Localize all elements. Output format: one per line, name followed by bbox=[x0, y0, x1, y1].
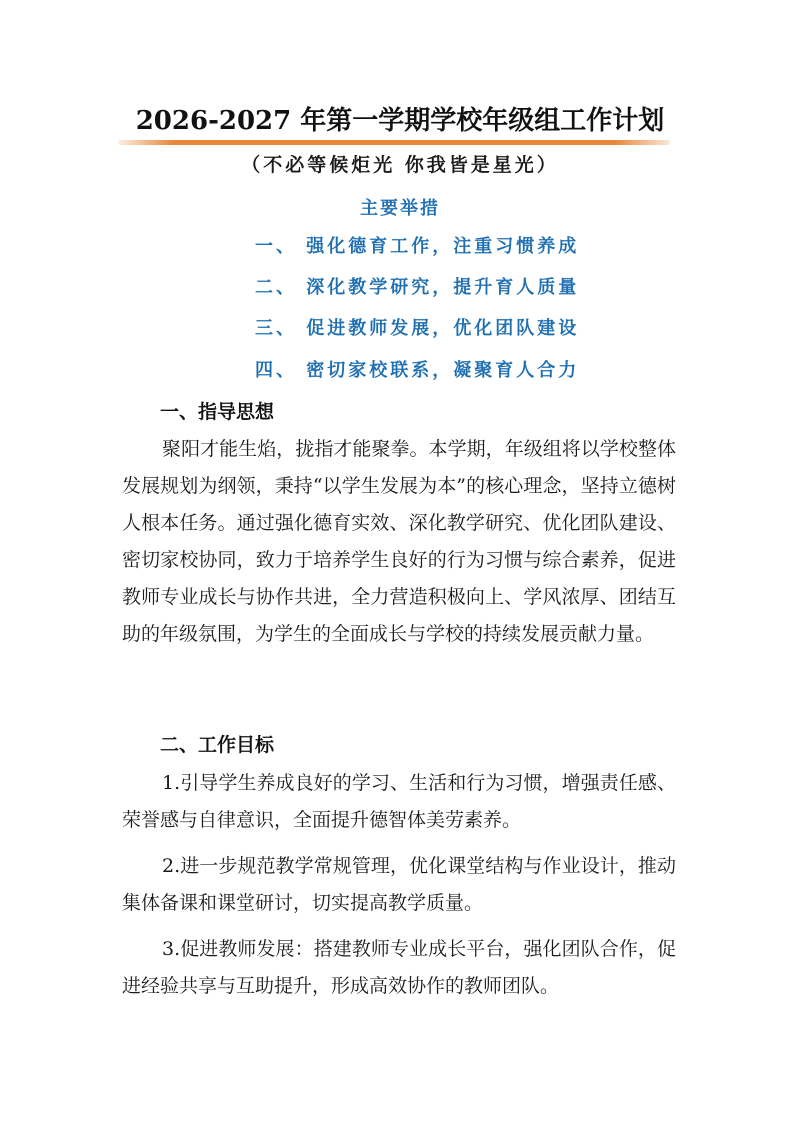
paragraph-text: 聚阳才能生焰，拢指才能聚拳。本学期，年级组将以学校整体发展规划为纲领，秉持“以学生发展为本”的核心理念，坚持立德树人根本任务。通过强化德育实效、深化教学研究、优化团队建设、密切家校协同，致力于培养学生良好的行为习惯与综合素养，促进教师专业成长与协作共进，全力营造积极向上、学风浓厚、团结互助的年级氛围，为学生的全面成长与学校的持续发展贡献力量。 bbox=[122, 438, 676, 645]
measures-heading: 主要举措 bbox=[360, 198, 440, 219]
section-heading-work-goals: 二、工作目标 bbox=[160, 734, 275, 756]
title-underline-decoration bbox=[118, 140, 670, 145]
paragraph-text: 2.进一步规范教学常规管理，优化课堂结构与作业设计，推动集体备课和课堂研讨，切实提高教学质量。 bbox=[122, 855, 676, 914]
measure-item-4: 四、 密切家校联系，凝聚育人合力 bbox=[255, 360, 580, 381]
paragraph-text: 1.引导学生养成良好的学习、生活和行为习惯，增强责任感、荣誉感与自律意识，全面提升德智体美劳素养。 bbox=[122, 772, 676, 831]
paragraph-goal-2 bbox=[122, 848, 676, 922]
paragraph-goal-3 bbox=[122, 931, 676, 1005]
document-title: 2026-2027 年第一学期学校年级组工作计划 bbox=[135, 106, 665, 136]
measure-item-1: 一、 强化德育工作，注重习惯养成 bbox=[255, 236, 580, 257]
measure-item-2: 二、 深化教学研究，提升育人质量 bbox=[255, 277, 580, 298]
section-heading-guiding-ideology: 一、指导思想 bbox=[160, 401, 275, 423]
paragraph-goal-1 bbox=[122, 765, 676, 839]
document-subtitle: （不必等候炬光 你我皆是星光） bbox=[241, 154, 559, 176]
measure-item-3: 三、 促进教师发展，优化团队建设 bbox=[255, 318, 580, 339]
paragraph-text: 3.促进教师发展：搭建教师专业成长平台，强化团队合作，促进经验共享与互助提升，形成高效协作的教师团队。 bbox=[122, 938, 676, 997]
paragraph-guiding-ideology bbox=[122, 431, 676, 653]
